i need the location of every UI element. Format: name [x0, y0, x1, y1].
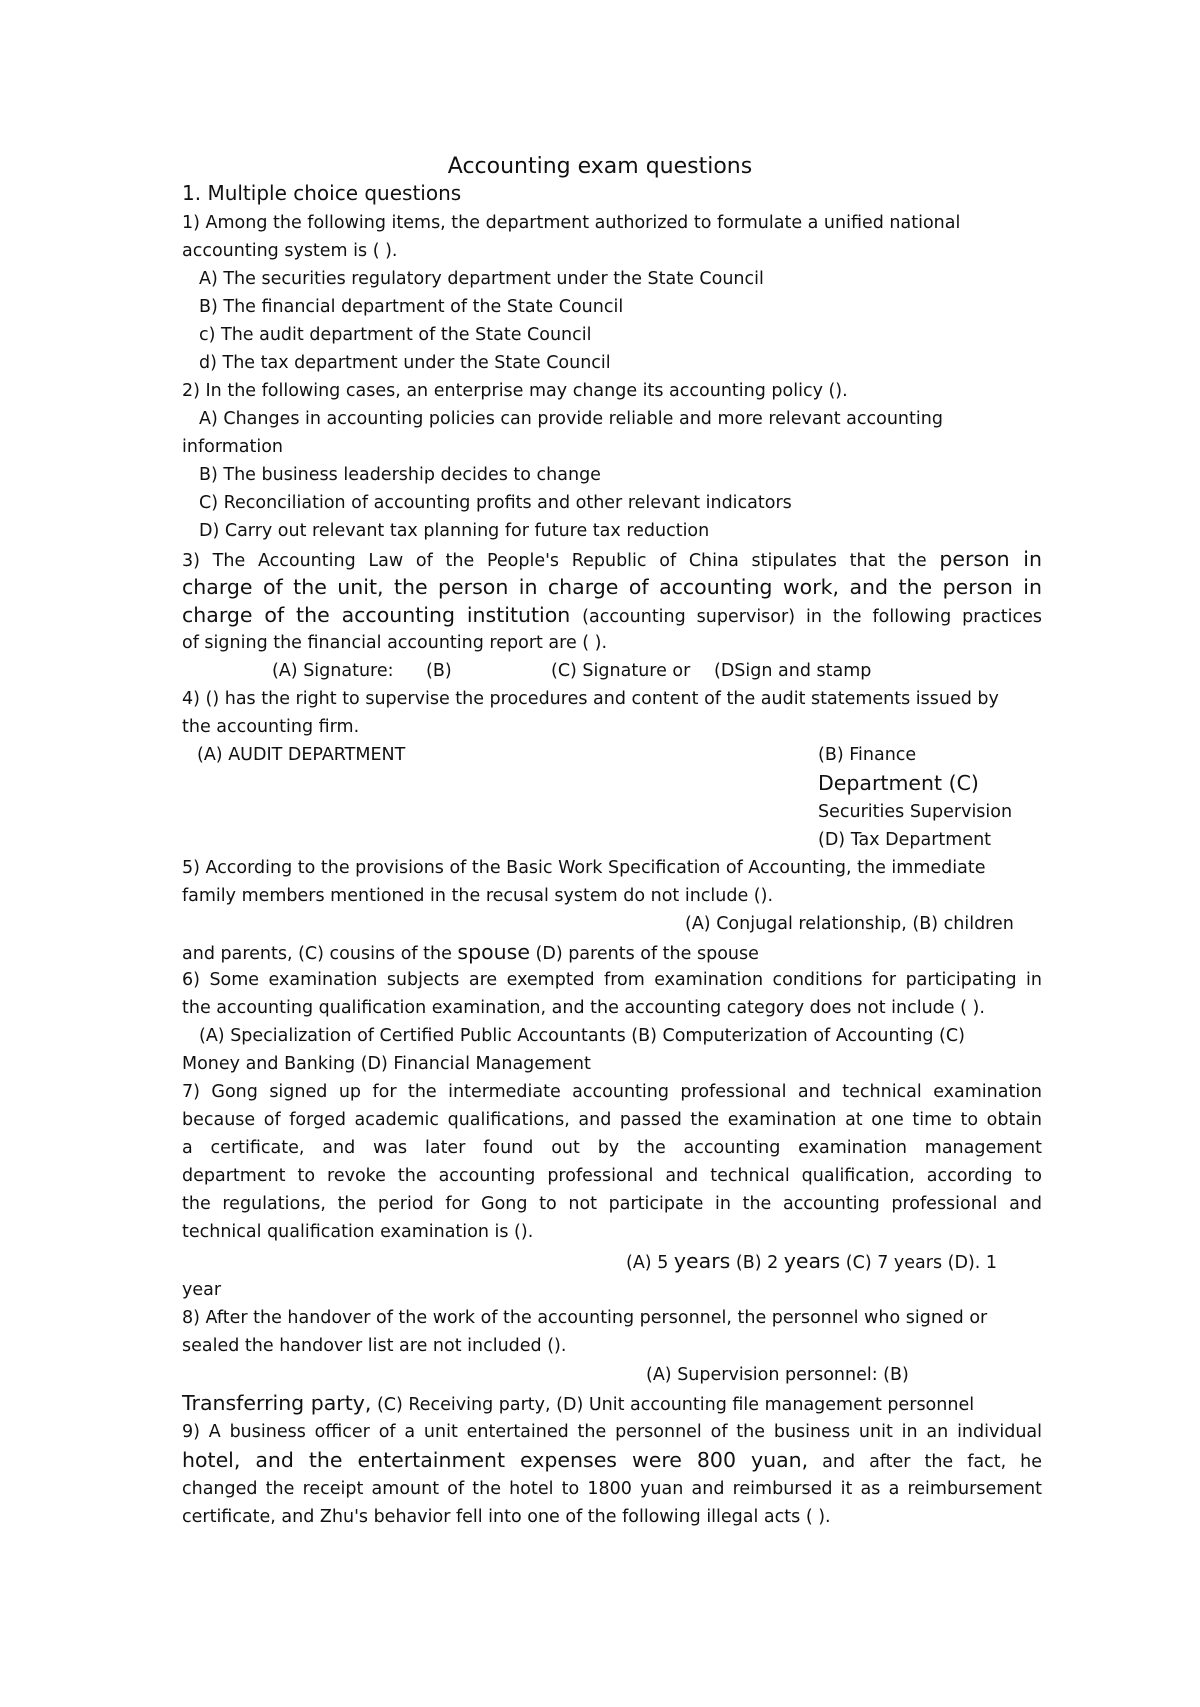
q7-line7-a: (A) 5: [626, 1253, 674, 1273]
q7-line4: department to revoke the accounting professional and technical qualification, according to: [182, 1166, 1042, 1186]
q3-line3-a: charge of the accounting institution: [182, 603, 583, 627]
q1-stem-line1: 1) Among the following items, the department authorized to formulate a unified national: [182, 213, 961, 233]
q4-line2: the accounting firm.: [182, 717, 360, 737]
q7-line5: the regulations, the period for Gong to not participate in the accounting professional and: [182, 1194, 1042, 1214]
q3-line1: [182, 548, 1042, 572]
q7-line7: [626, 1250, 997, 1274]
q9-line2: [182, 1449, 1042, 1473]
q7-line6: technical qualification examination is ().: [182, 1222, 534, 1242]
q3-option-b: (B): [426, 661, 452, 681]
q2-stem: 2) In the following cases, an enterprise may change its accounting policy ().: [182, 381, 848, 401]
q1-stem-line2: accounting system is ( ).: [182, 241, 398, 261]
q7-line7-d: years: [783, 1249, 841, 1273]
q7-line2: because of forged academic qualifications, and passed the examination at one time to obtain: [182, 1110, 1042, 1130]
q5-line2: family members mentioned in the recusal system do not include ().: [182, 886, 774, 906]
q9-line1: 9) A business officer of a unit entertained the personnel of the business unit in an individual: [182, 1422, 1042, 1442]
q9-line2-b: and after the fact, he: [808, 1452, 1042, 1472]
q7-line8: year: [182, 1280, 222, 1300]
q4-option-a: (A) AUDIT DEPARTMENT: [197, 745, 406, 765]
q6-line3: (A) Specialization of Certified Public Accountants (B) Computerization of Accounting (C): [199, 1026, 965, 1046]
q4-line1: 4) () has the right to supervise the procedures and content of the audit statements issued by: [182, 689, 999, 709]
q8-line4: [182, 1392, 974, 1416]
q4-option-c-cont: Securities Supervision: [818, 802, 1013, 822]
q3-line3: [182, 604, 1042, 628]
q8-line1: 8) After the handover of the work of the accounting personnel, the personnel who signed or: [182, 1308, 988, 1328]
q9-line3: changed the receipt amount of the hotel to 1800 yuan and reimbursed it as a reimbursement: [182, 1479, 1042, 1499]
section-heading: 1. Multiple choice questions: [182, 181, 462, 205]
q5-line4: [182, 941, 759, 965]
q6-line2: the accounting qualification examination, and the accounting category does not include ( ).: [182, 998, 985, 1018]
q5-line4-b: spouse: [457, 940, 530, 964]
q7-line7-b: years: [673, 1249, 731, 1273]
page-title: Accounting exam questions: [447, 154, 753, 179]
q4-option-b-cont: Department (C): [818, 771, 979, 795]
q1-option-a: A) The securities regulatory department under the State Council: [199, 269, 764, 289]
q5-line1: 5) According to the provisions of the Basic Work Specification of Accounting, the immediate: [182, 858, 986, 878]
q3-option-a: (A) Signature:: [272, 661, 394, 681]
q9-line2-a: hotel, and the entertainment expenses were 800 yuan,: [182, 1448, 809, 1472]
q7-line7-c: (B) 2: [730, 1253, 784, 1273]
q1-option-d: d) The tax department under the State Council: [199, 353, 611, 373]
q7-line1: 7) Gong signed up for the intermediate accounting professional and technical examination: [182, 1082, 1042, 1102]
q8-line4-b: (C) Receiving party, (D) Unit accounting file management personnel: [371, 1395, 975, 1415]
q1-option-b: B) The financial department of the State Council: [199, 297, 624, 317]
q5-line3: (A) Conjugal relationship, (B) children: [685, 914, 1014, 934]
q8-line3: (A) Supervision personnel: (B): [646, 1365, 909, 1385]
q3-line1-a: 3) The Accounting Law of the People's Republic of China stipulates that the: [182, 551, 940, 571]
q2-option-c: C) Reconciliation of accounting profits and other relevant indicators: [199, 493, 792, 513]
q3-line4: of signing the financial accounting report are ( ).: [182, 633, 608, 653]
q3-line2: charge of the unit, the person in charge of accounting work, and the person in: [182, 575, 1042, 599]
q8-line2: sealed the handover list are not included ().: [182, 1336, 567, 1356]
q2-option-b: B) The business leadership decides to change: [199, 465, 601, 485]
q9-line4: certificate, and Zhu's behavior fell into one of the following illegal acts ( ).: [182, 1507, 831, 1527]
q4-option-b: (B) Finance: [818, 745, 917, 765]
q6-line1: 6) Some examination subjects are exempted from examination conditions for participating in: [182, 970, 1042, 990]
q3-line3-b: (accounting supervisor) in the following practices: [582, 607, 1042, 627]
q7-line3: a certificate, and was later found out by the accounting examination management: [182, 1138, 1042, 1158]
q5-line4-a: and parents, (C) cousins of the: [182, 944, 458, 964]
q2-option-a-line2: information: [182, 437, 284, 457]
q7-line7-e: (C) 7 years (D). 1: [840, 1253, 998, 1273]
q4-option-d: (D) Tax Department: [818, 830, 992, 850]
q6-line4: Money and Banking (D) Financial Management: [182, 1054, 591, 1074]
q1-option-c: c) The audit department of the State Council: [199, 325, 592, 345]
q3-line1-b: person in: [939, 547, 1042, 571]
q5-line4-c: (D) parents of the spouse: [529, 944, 759, 964]
q2-option-a-line1: A) Changes in accounting policies can provide reliable and more relevant accounting: [199, 409, 943, 429]
q3-option-c: (C) Signature or: [551, 661, 691, 681]
q8-line4-a: Transferring party,: [182, 1391, 372, 1415]
q3-option-d: (DSign and stamp: [714, 661, 872, 681]
q2-option-d: D) Carry out relevant tax planning for future tax reduction: [199, 521, 710, 541]
